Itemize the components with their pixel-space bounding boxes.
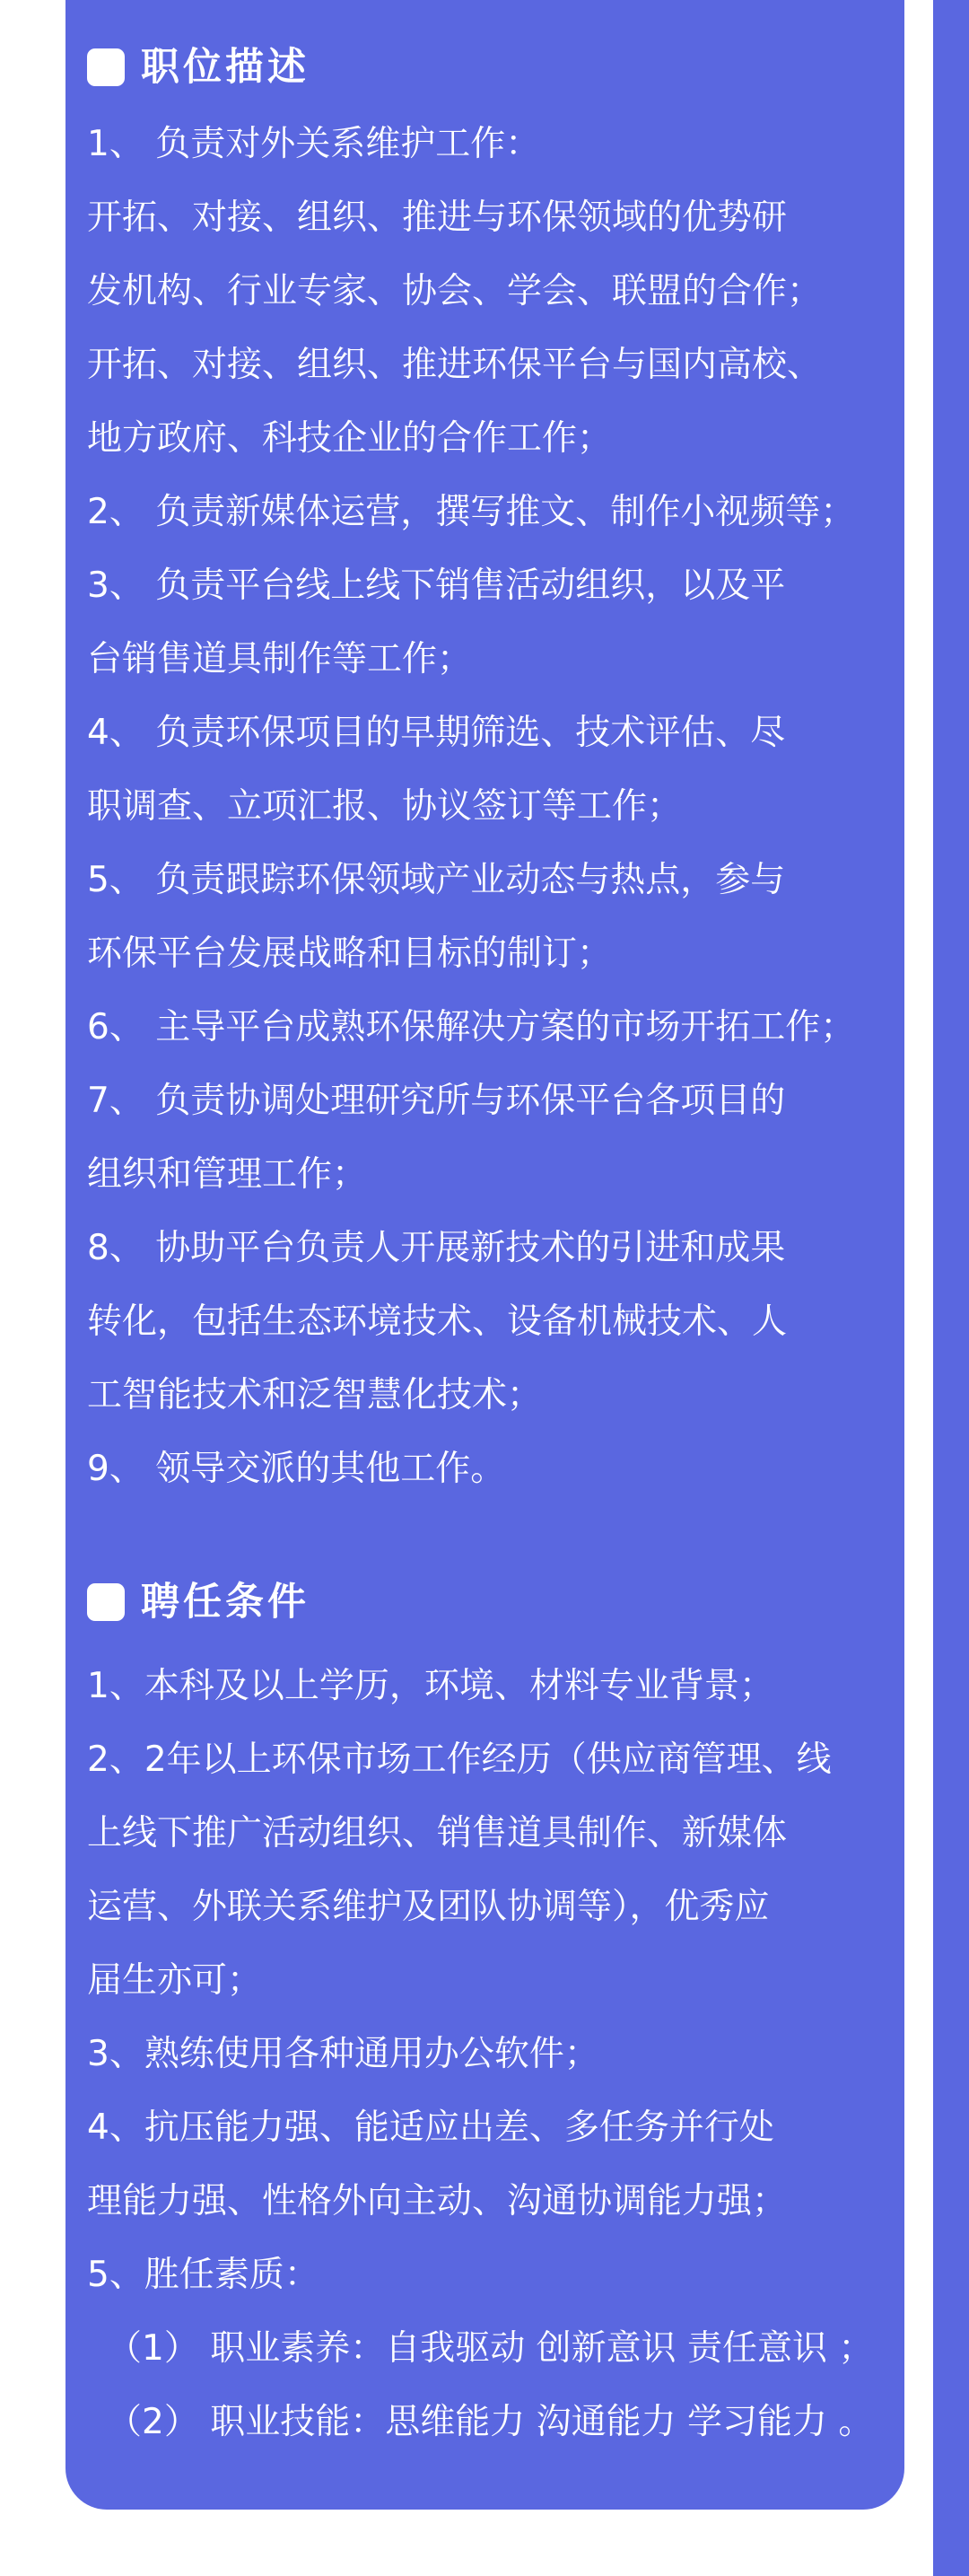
requirements-header [87,1580,310,1625]
job-description-title: 职位描述 [141,45,310,90]
requirement-line: 运营、外联关系维护及团队协调等），优秀应 [87,1887,770,1927]
requirement-line: 届生亦可； [87,1960,263,2001]
requirement-line: 2、2年以上环保市场工作经历（供应商管理、线 [87,1739,832,1780]
square-bullet-icon [87,1583,125,1621]
job-description-line: 台销售道具制作等工作； [87,639,473,679]
job-description-line: 7、 负责协调处理研究所与环保平台各项目的 [87,1081,786,1121]
job-description-line: 工智能技术和泛智慧化技术； [87,1375,543,1415]
requirement-subline: （2） 职业技能：思维能力 沟通能力 学习能力 。 [107,2402,874,2442]
requirement-line: 4、抗压能力强、能适应出差、多任务并行处 [87,2107,774,2148]
job-description-line: 地方政府、科技企业的合作工作； [87,418,613,459]
requirement-subline: （1） 职业素养：自我驱动 创新意识 责任意识 ； [107,2328,874,2369]
job-description-line: 开拓、对接、组织、推进与环保领域的优势研 [87,197,788,238]
job-description-line: 转化，包括生态环境技术、设备机械技术、人 [87,1301,788,1342]
requirement-line: 理能力强、性格外向主动、沟通协调能力强； [87,2181,788,2221]
requirement-line: 上线下推广活动组织、销售道具制作、新媒体 [87,1813,788,1853]
job-description-line: 环保平台发展战略和目标的制订； [87,933,613,974]
job-description-line: 9、 领导交派的其他工作。 [87,1449,506,1489]
job-description-line: 6、 主导平台成熟环保解决方案的市场开拓工作； [87,1007,856,1047]
job-description-line: 职调查、立项汇报、协议签订等工作； [87,786,683,827]
job-description-line: 3、 负责平台线上线下销售活动组织，以及平 [87,565,786,606]
job-description-line: 4、 负责环保项目的早期筛选、技术评估、尽 [87,713,786,753]
job-description-line: 开拓、对接、组织、推进环保平台与国内高校、 [87,345,823,385]
job-description-list [87,108,895,1506]
requirement-line: 1、本科及以上学历，环境、材料专业背景； [87,1666,774,1706]
job-description-line: 5、 负责跟踪环保领域产业动态与热点，参与 [87,860,786,900]
requirements-list [87,1650,895,2459]
job-description-line: 2、 负责新媒体运营，撰写推文、制作小视频等； [87,492,856,532]
job-description-line: 8、 协助平台负责人开展新技术的引进和成果 [87,1228,786,1268]
job-description-line: 组织和管理工作； [87,1154,368,1195]
right-edge-stripe [933,0,969,2576]
requirement-line: 3、熟练使用各种通用办公软件； [87,2034,599,2074]
square-bullet-icon [87,48,125,86]
job-description-line: 1、 负责对外关系维护工作： [87,124,541,164]
requirements-title: 聘任条件 [141,1580,310,1625]
job-description-line: 发机构、行业专家、协会、学会、联盟的合作； [87,271,823,311]
requirement-line: 5、胜任素质： [87,2255,319,2295]
job-description-header [87,45,310,90]
